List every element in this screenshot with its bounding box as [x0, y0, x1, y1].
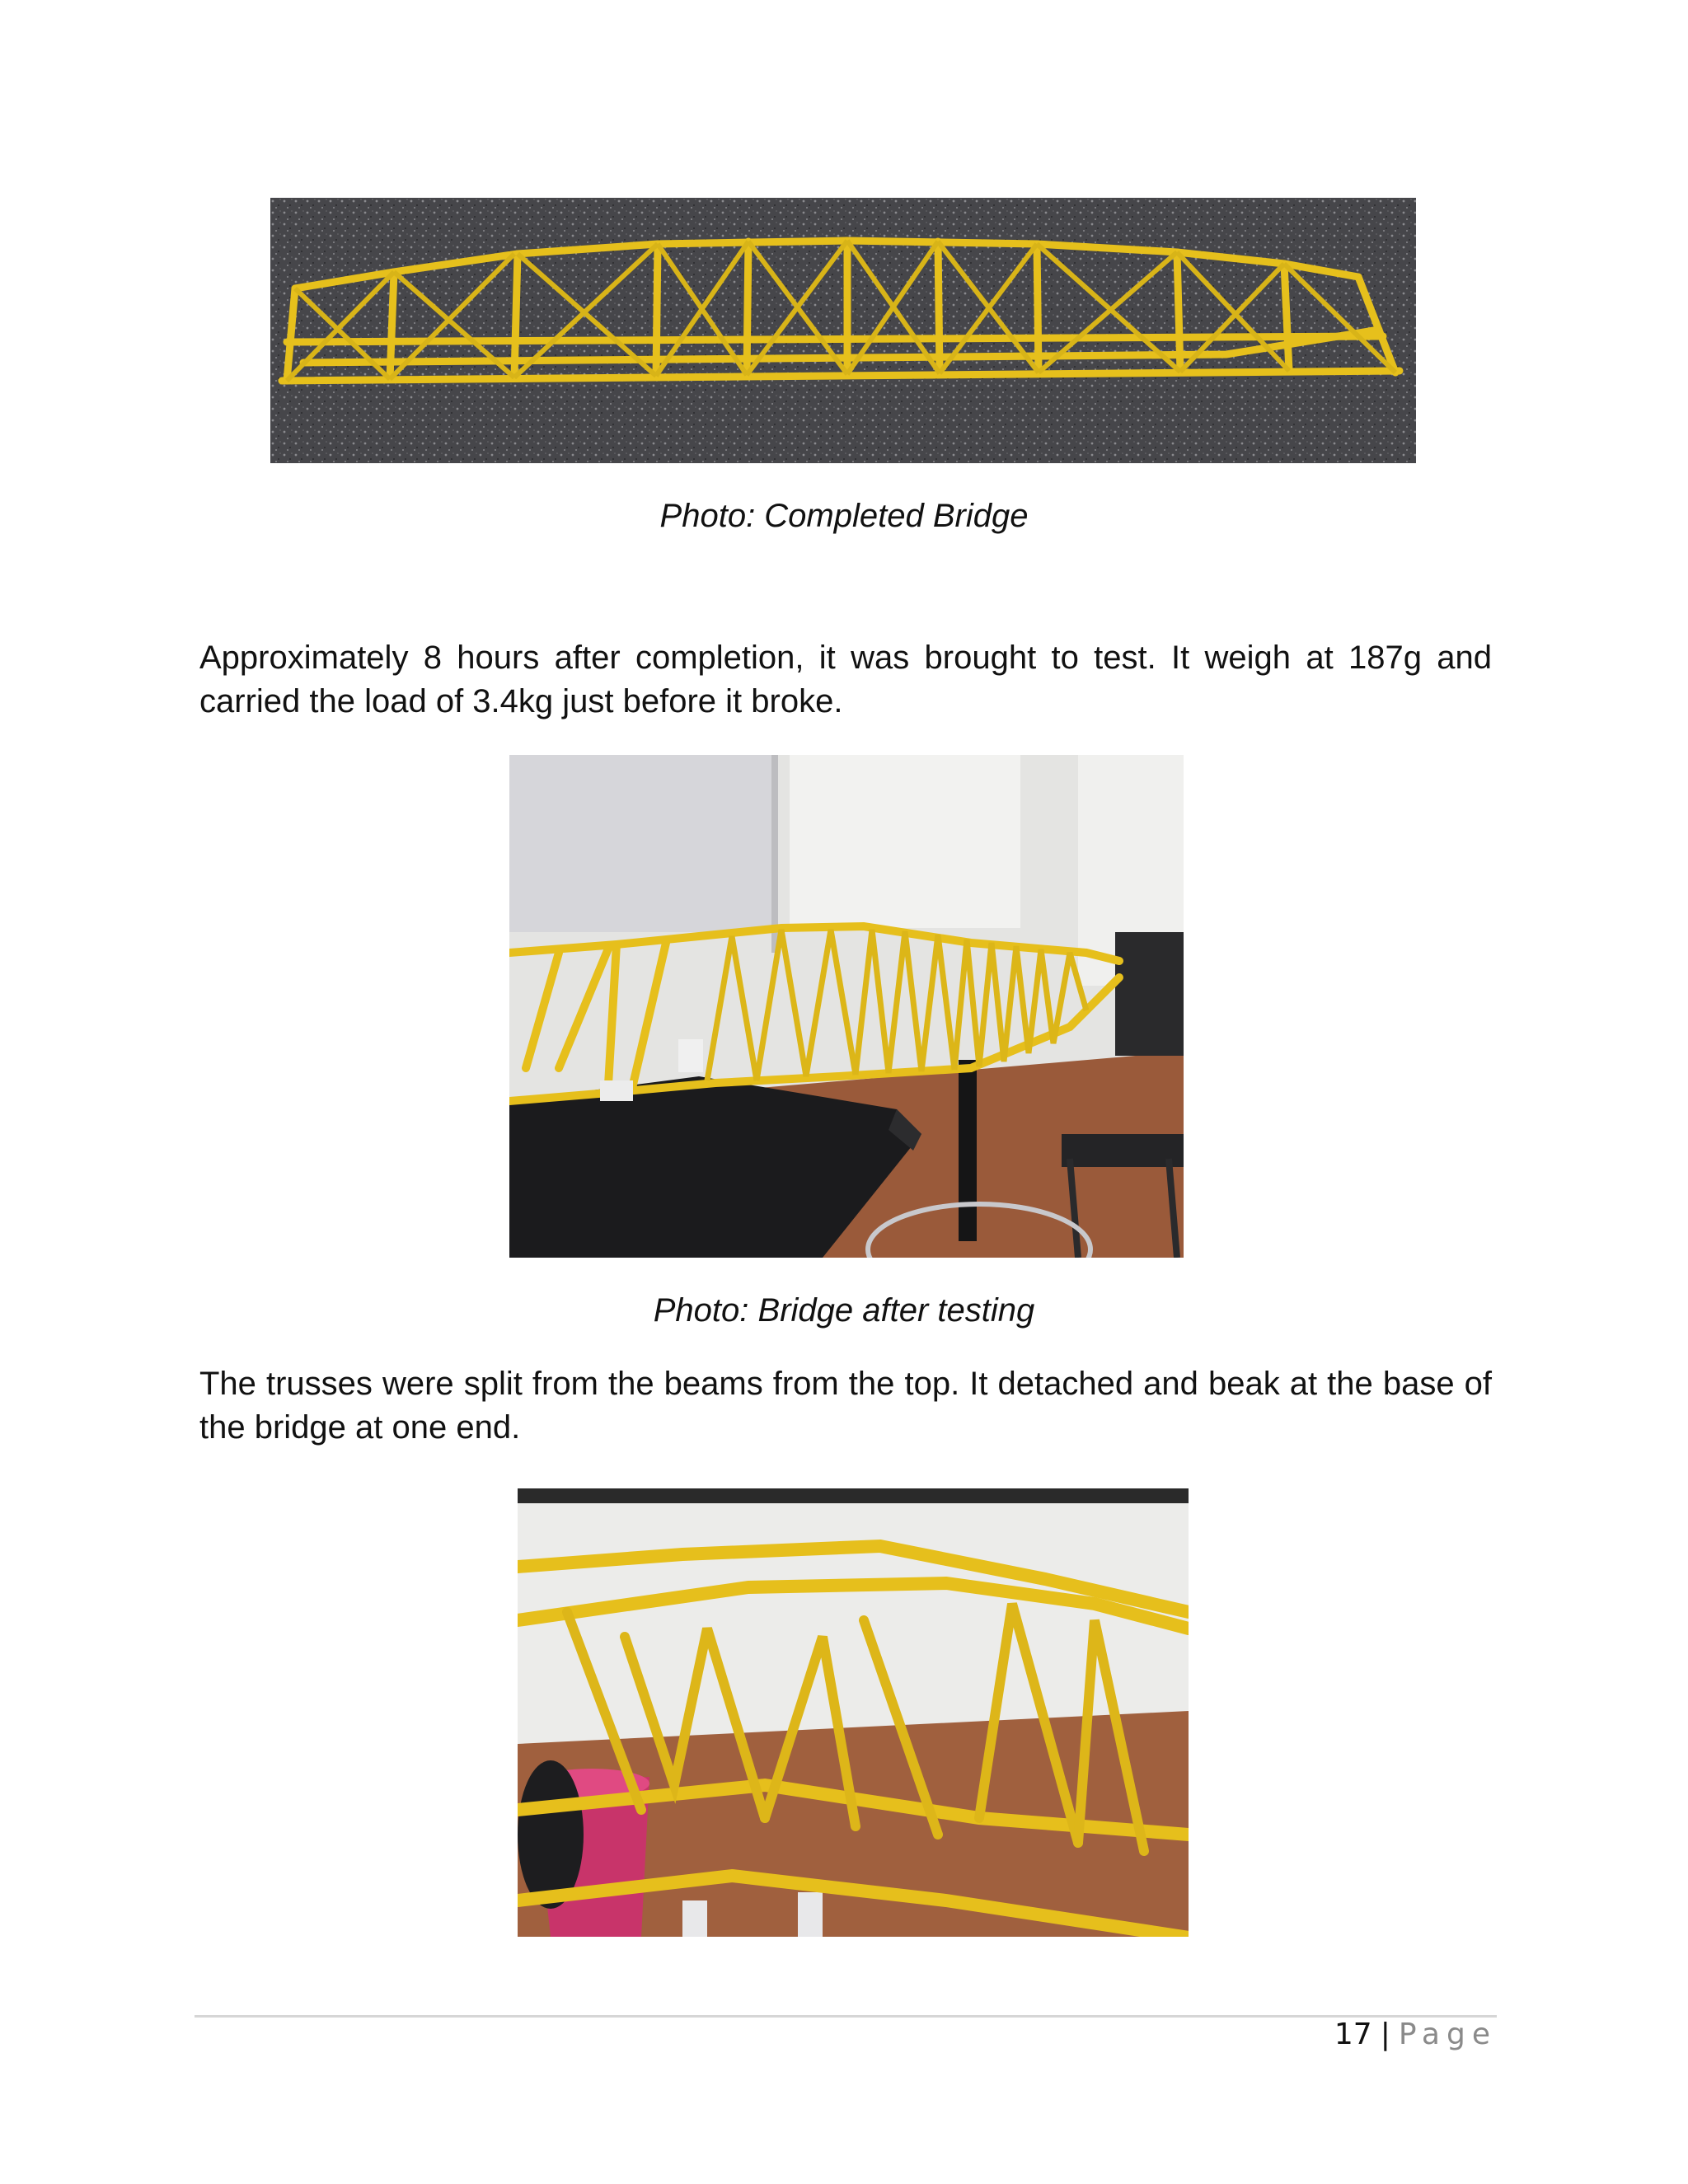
photo-completed-bridge: [270, 198, 1416, 463]
caption-completed-bridge: Photo: Completed Bridge: [659, 498, 1029, 534]
page-label: Page: [1398, 2018, 1497, 2051]
paragraph-test-result: Approximately 8 hours after completion, it was brought to test. It weigh at 187g and carried the load of 3.4kg just before it broke.: [199, 640, 1492, 719]
page-footer: [1334, 2017, 1497, 2053]
paragraph-failure: The trusses were split from the beams from the top. It detached and beak at the base of the bridge at one end.: [199, 1366, 1492, 1446]
photo-bridge-after-testing: [509, 755, 1184, 1258]
photo-truss-failure-closeup: [518, 1488, 1189, 1937]
page-number: 17: [1334, 2018, 1372, 2051]
footer-separator: |: [1380, 2018, 1390, 2051]
footer-divider: [195, 2015, 1497, 2018]
caption-bridge-after-testing: Photo: Bridge after testing: [653, 1292, 1035, 1329]
